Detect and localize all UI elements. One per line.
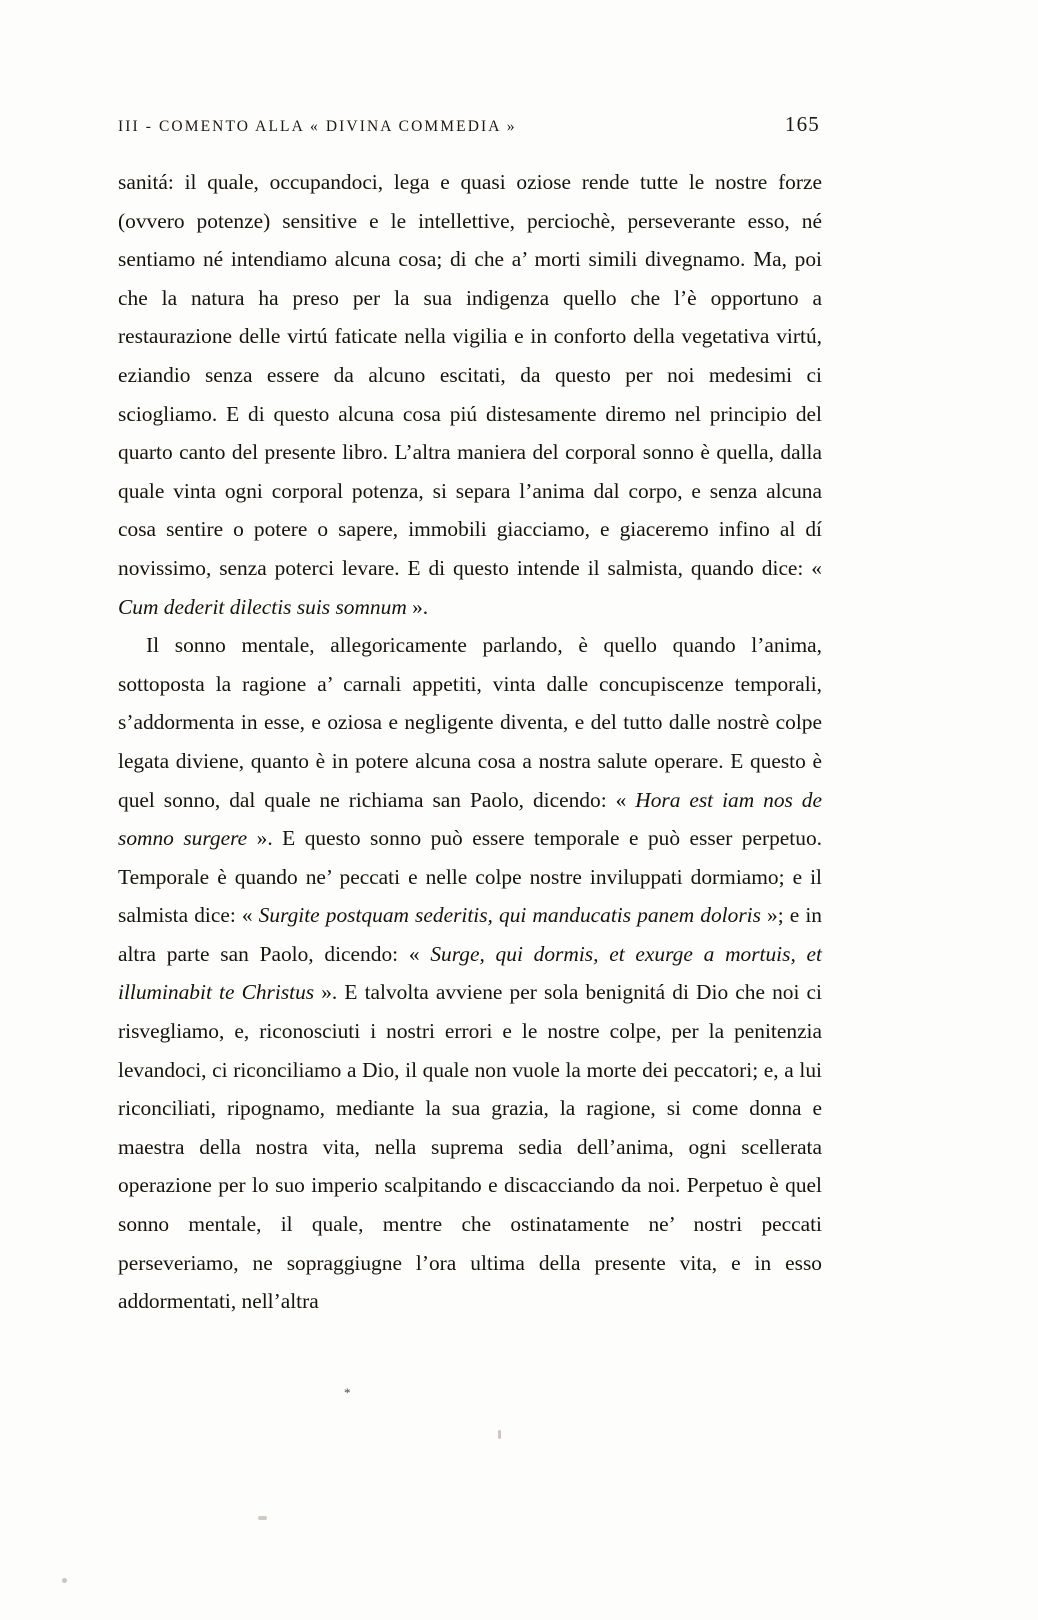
latin-quote-3: Surgite postquam sederitis, qui manducatis panem doloris — [258, 903, 761, 928]
paragraph-1 — [118, 163, 822, 626]
fragment-1: ». — [406, 594, 429, 619]
page-speck-2 — [258, 1516, 267, 1520]
page-header — [118, 112, 820, 137]
paragraph-2 — [118, 626, 822, 1321]
paragraph-2-text: Il sonno mentale, allegoricamente parlando, è quello quando l’anima, sottoposta la ragione a’ carnali appetiti, vinta dalle concupiscenze temporali, s’addormenta in esse, e oziosa e negligente diventa, e del tutto dalle nostrè colpe legata diviene, quanto è in potere alcuna cosa a nostra salute operare. E questo è quel sonno, dal quale ne richiama san Paolo, dicendo: « — [118, 633, 822, 812]
footnote-mark: * — [344, 1385, 351, 1400]
paragraph-1-text: sanitá: il quale, occupandoci, lega e quasi oziose rende tutte le nostre forze (ovvero potenze) sensitive e le intellettive, perciochè, perseverante esso, né sentiamo né intendiamo alcuna cosa; di che a’ morti simili divegnamo. Ma, poi che la natura ha preso per la sua indigenza quello che l’è opportuno a restaurazione delle virtú faticate nella vigilia e in conforto della vegetativa virtú, eziandio senza essere da alcuno escitati, da questo per noi medesimi ci sciogliamo. E di questo alcuna cosa piú distesamente diremo nel principio del quarto canto del presente libro. L’altra maniera del corporal sonno è quella, dalla quale vinta ogni corporal potenza, si separa l’anima dal corpo, e senza alcuna cosa sentire o potere o sapere, immobili giacciamo, e giaceremo infino al dí novissimo, senza poterci levare. E di questo intende il salmista, quando dice: « — [118, 170, 822, 580]
body-text — [118, 163, 822, 1321]
fragment-2: ». E questo sonno può essere temporale e può esser perpetuo. Temporale è quando ne’ peccati e nelle colpe nostre inviluppati dormiamo; e il salmista dice: « — [118, 826, 822, 928]
fragment-3: »; e in altra parte san Paolo, dicendo: « — [118, 903, 822, 966]
page-speck-1 — [498, 1430, 501, 1439]
page-number: 165 — [784, 112, 820, 136]
latin-quote-2: Hora est iam nos de somno surgere — [118, 787, 822, 851]
running-head: III - COMENTO ALLA « DIVINA COMMEDIA » — [118, 118, 517, 135]
page-speck-3 — [62, 1578, 67, 1583]
latin-quote-1: Cum dederit dilectis suis somnum — [118, 594, 407, 619]
latin-quote-4: Surge, qui dormis, et exurge a mortuis, et illuminabit te Christus — [118, 941, 822, 1005]
fragment-4: ». E talvolta avviene per sola benignitá di Dio che noi ci risvegliamo, e, riconosciuti i nostri errori e le nostre colpe, per la penitenzia levandoci, ci riconciliamo a Dio, il quale non vuole la morte dei peccatori; e, a lui riconciliati, ripognamo, mediante la sua grazia, la ragione, si come donna e maestra della nostra vita, nella suprema sedia dell’anima, ogni scellerata operazione per lo suo imperio scalpitando e discacciando da noi. Perpetuo è quel sonno mentale, il quale, mentre che ostinatamente ne’ nostri peccati perseveriamo, ne sopraggiugne l’ora ultima della presente vita, e in esso addormentati, nell’altra — [118, 980, 822, 1314]
